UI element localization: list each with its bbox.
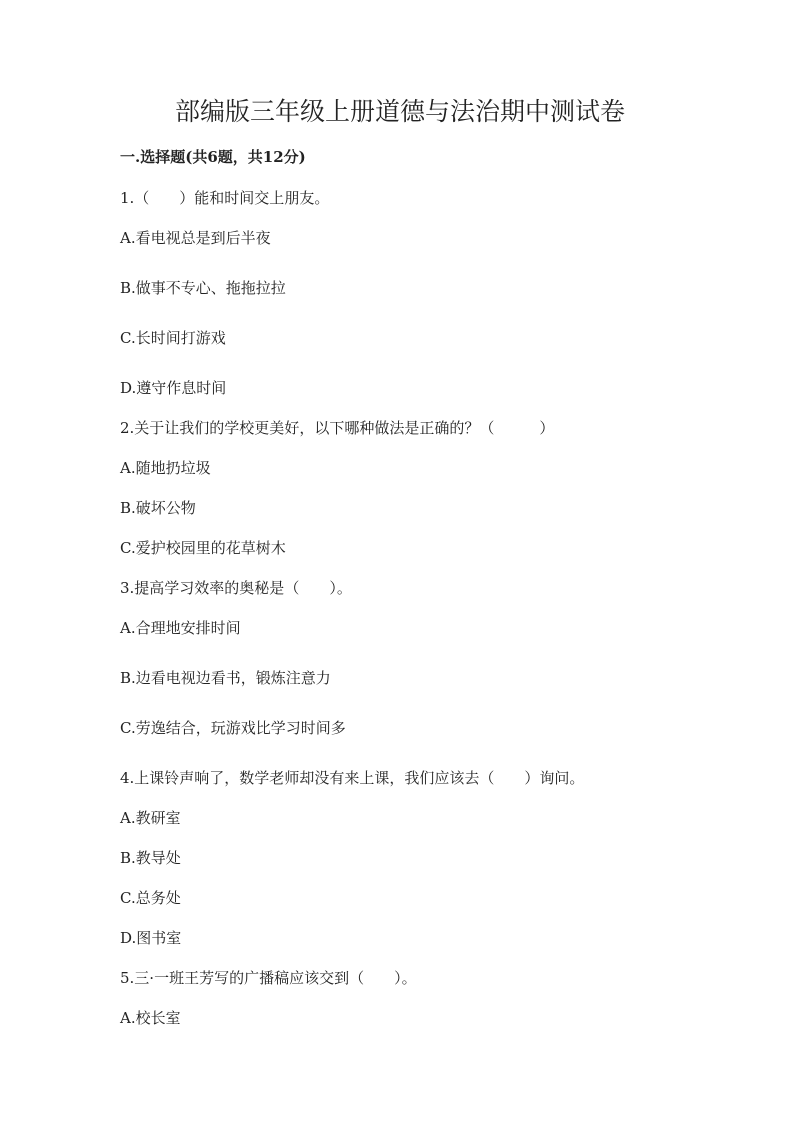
option-4-b: B.教导处 — [120, 849, 181, 867]
section-heading: 一.选择题(共6题，共12分) — [120, 148, 306, 166]
option-2-c: C.爱护校园里的花草树木 — [120, 539, 286, 557]
option-4-d: D.图书室 — [120, 929, 182, 947]
option-1-b: B.做事不专心、拖拖拉拉 — [120, 279, 286, 297]
question-stem-4: 4.上课铃声响了，数学老师却没有来上课，我们应该去（ ）询问。 — [120, 769, 585, 787]
question-stem-3: 3.提高学习效率的奥秘是（ ）。 — [120, 579, 352, 597]
option-4-c: C.总务处 — [120, 889, 181, 907]
option-1-a: A.看电视总是到后半夜 — [120, 229, 271, 247]
option-5-a: A.校长室 — [120, 1009, 181, 1027]
option-1-c: C.长时间打游戏 — [120, 329, 226, 347]
question-stem-1: 1.（ ）能和时间交上朋友。 — [120, 189, 330, 207]
option-1-d: D.遵守作息时间 — [120, 379, 227, 397]
option-4-a: A.教研室 — [120, 809, 181, 827]
option-3-c: C.劳逸结合，玩游戏比学习时间多 — [120, 719, 346, 737]
question-stem-5: 5.三·一班王芳写的广播稿应该交到（ ）。 — [120, 969, 417, 987]
question-stem-2: 2.关于让我们的学校更美好，以下哪种做法是正确的？（ ） — [120, 419, 555, 437]
option-3-b: B.边看电视边看书，锻炼注意力 — [120, 669, 331, 687]
option-3-a: A.合理地安排时间 — [120, 619, 241, 637]
page-title: 部编版三年级上册道德与法治期中测试卷 — [174, 97, 625, 126]
option-2-b: B.破坏公物 — [120, 499, 196, 517]
option-2-a: A.随地扔垃圾 — [120, 459, 211, 477]
